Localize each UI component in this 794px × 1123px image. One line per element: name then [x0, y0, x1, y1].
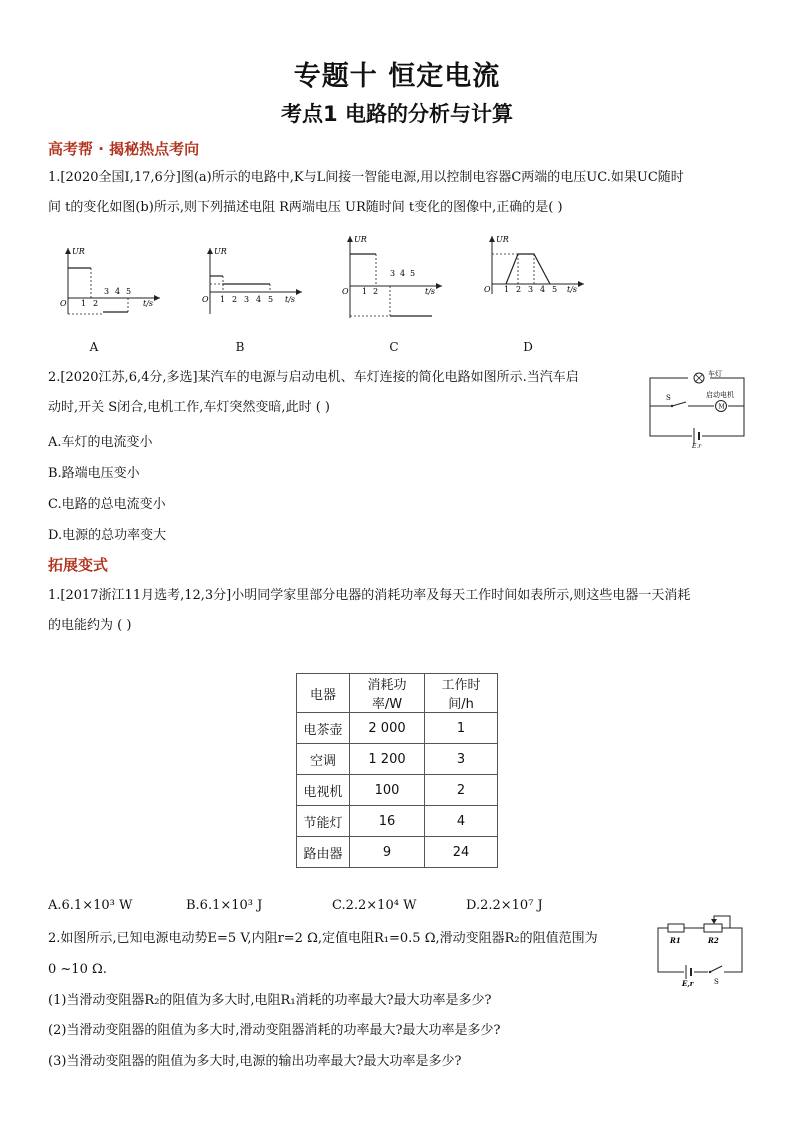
graph-a-tick-1: 1: [81, 299, 87, 308]
graph-c: [340, 232, 450, 322]
q3-text-line2: 的电能约为 ( ): [48, 618, 132, 633]
q2-motor-label: 启动电机: [706, 391, 734, 399]
graph-a: [58, 240, 168, 320]
table-cell: 空调: [297, 744, 350, 775]
q4-circuit-diagram: [654, 910, 746, 988]
table-row: [297, 806, 498, 837]
graph-b-tick-5: 5: [268, 295, 274, 304]
graph-c-tick-3: 3: [390, 269, 396, 278]
graph-a-x-label: t/s: [143, 299, 154, 308]
q2-lamp-label: 车灯: [708, 370, 722, 378]
graph-c-origin: O: [342, 287, 349, 296]
graph-c-tick-5: 5: [410, 269, 416, 278]
graph-a-tick-5: 5: [126, 287, 132, 296]
q2-circuit-diagram: [648, 366, 748, 448]
section-heading-extension: 拓展变式: [48, 556, 109, 574]
graph-c-x-label: t/s: [425, 287, 436, 296]
graph-d: [482, 232, 592, 322]
table-header-row: [297, 674, 498, 713]
q4-switch-label: S: [714, 978, 719, 986]
section-heading-exam: 高考帮 · 揭秘热点考向: [48, 140, 200, 158]
graph-a-tick-2: 2: [93, 299, 99, 308]
graph-b-tick-2: 2: [232, 295, 238, 304]
table-cell: 3: [425, 744, 498, 775]
graph-b-y-label: UR: [214, 247, 227, 256]
graph-d-label: D: [523, 340, 533, 354]
graph-c-label: C: [389, 340, 399, 354]
q1-text-line1: 1.[2020全国Ⅰ,17,6分]图(a)所示的电路中,K与L间接一智能电源,用以控制电容器C两端的电压UC.如果UC随时: [48, 170, 684, 185]
graph-d-origin: O: [484, 285, 491, 294]
q4-text-line2: 0 ~10 Ω.: [48, 962, 107, 977]
graph-a-tick-4: 4: [115, 287, 121, 296]
table-header-cell: 工作时间/h: [425, 674, 498, 713]
q4-text-line1: 2.如图所示,已知电源电动势E=5 V,内阻r=2 Ω,定值电阻R₁=0.5 Ω,滑动变阻器R₂的阻值范围为: [48, 931, 598, 946]
q4-source-label: E,r: [682, 979, 694, 988]
table-cell: 路由器: [297, 837, 350, 868]
q4-subquestion-3: (3)当滑动变阻器的阻值为多大时,电源的输出功率最大?最大功率是多少?: [48, 1054, 462, 1069]
table-cell: 2: [425, 775, 498, 806]
graph-a-label: A: [89, 340, 99, 354]
table-cell: 1: [425, 713, 498, 744]
graph-a-y-label: UR: [72, 247, 85, 256]
graph-b: [200, 240, 310, 320]
graph-d-tick-1: 1: [504, 285, 510, 294]
table-cell: 1 200: [350, 744, 425, 775]
q2-switch-label: S: [666, 394, 671, 402]
graph-c-y-label: UR: [354, 235, 367, 244]
q3-option-c: C.2.2×10⁴ W: [332, 898, 417, 913]
table-cell: 4: [425, 806, 498, 837]
graph-d-x-label: t/s: [567, 285, 578, 294]
table-cell: 16: [350, 806, 425, 837]
table-header-cell: 消耗功率/W: [350, 674, 425, 713]
q2-text-line2: 动时,开关 S闭合,电机工作,车灯突然变暗,此时 ( ): [48, 400, 330, 415]
q2-source-label: E,r: [692, 443, 702, 448]
graph-d-tick-3: 3: [528, 285, 534, 294]
graph-a-origin: O: [60, 299, 67, 308]
appliance-table: [296, 673, 498, 868]
table-row: [297, 713, 498, 744]
rheostat-r2-icon: [704, 924, 722, 932]
table-cell: 电视机: [297, 775, 350, 806]
q2-motor-symbol: M: [718, 403, 725, 411]
graph-c-tick-4: 4: [400, 269, 406, 278]
table-cell: 节能灯: [297, 806, 350, 837]
q3-option-b: B.6.1×10³ J: [186, 898, 263, 913]
graph-b-label: B: [235, 340, 245, 354]
q3-option-d: D.2.2×10⁷ J: [466, 898, 543, 913]
graph-b-origin: O: [202, 295, 209, 304]
q4-subquestion-2: (2)当滑动变阻器的阻值为多大时,滑动变阻器消耗的功率最大?最大功率是多少?: [48, 1023, 501, 1038]
q4-r1-label: R1: [670, 936, 681, 945]
table-cell: 9: [350, 837, 425, 868]
q2-option-d: D.电源的总功率变大: [48, 528, 167, 543]
graph-b-tick-3: 3: [244, 295, 250, 304]
page-subtitle: 考点1 电路的分析与计算: [281, 102, 513, 126]
table-row: [297, 775, 498, 806]
table-cell: 电茶壶: [297, 713, 350, 744]
q2-text-line1: 2.[2020江苏,6,4分,多选]某汽车的电源与启动电机、车灯连接的简化电路如图所示.当汽车启: [48, 370, 579, 385]
graph-b-tick-1: 1: [220, 295, 226, 304]
graph-b-tick-4: 4: [256, 295, 262, 304]
table-row: [297, 837, 498, 868]
graph-c-tick-1: 1: [362, 287, 368, 296]
graph-d-tick-2: 2: [516, 285, 522, 294]
table-header-cell: 电器: [297, 674, 350, 713]
graph-c-tick-2: 2: [373, 287, 379, 296]
graph-d-tick-4: 4: [540, 285, 546, 294]
table-cell: 24: [425, 837, 498, 868]
graph-d-tick-5: 5: [552, 285, 558, 294]
q4-subquestion-1: (1)当滑动变阻器R₂的阻值为多大时,电阻R₁消耗的功率最大?最大功率是多少?: [48, 993, 492, 1008]
table-row: [297, 744, 498, 775]
q2-option-b: B.路端电压变小: [48, 466, 140, 481]
table-cell: 100: [350, 775, 425, 806]
q4-r2-label: R2: [708, 936, 719, 945]
graph-b-x-label: t/s: [285, 295, 296, 304]
resistor-r1-icon: [668, 924, 684, 932]
graph-a-tick-3: 3: [104, 287, 110, 296]
q3-text-line1: 1.[2017浙江11月选考,12,3分]小明同学家里部分电器的消耗功率及每天工作时间如表所示,则这些电器一天消耗: [48, 588, 691, 603]
q1-text-line2: 间 t的变化如图(b)所示,则下列描述电阻 R两端电压 UR随时间 t变化的图像中,正确的是( ): [48, 200, 563, 215]
q2-option-c: C.电路的总电流变小: [48, 497, 166, 512]
table-cell: 2 000: [350, 713, 425, 744]
q3-option-a: A.6.1×10³ W: [48, 898, 133, 913]
graph-d-y-label: UR: [496, 235, 509, 244]
page-title: 专题十 恒定电流: [293, 61, 501, 92]
q2-option-a: A.车灯的电流变小: [48, 435, 153, 450]
